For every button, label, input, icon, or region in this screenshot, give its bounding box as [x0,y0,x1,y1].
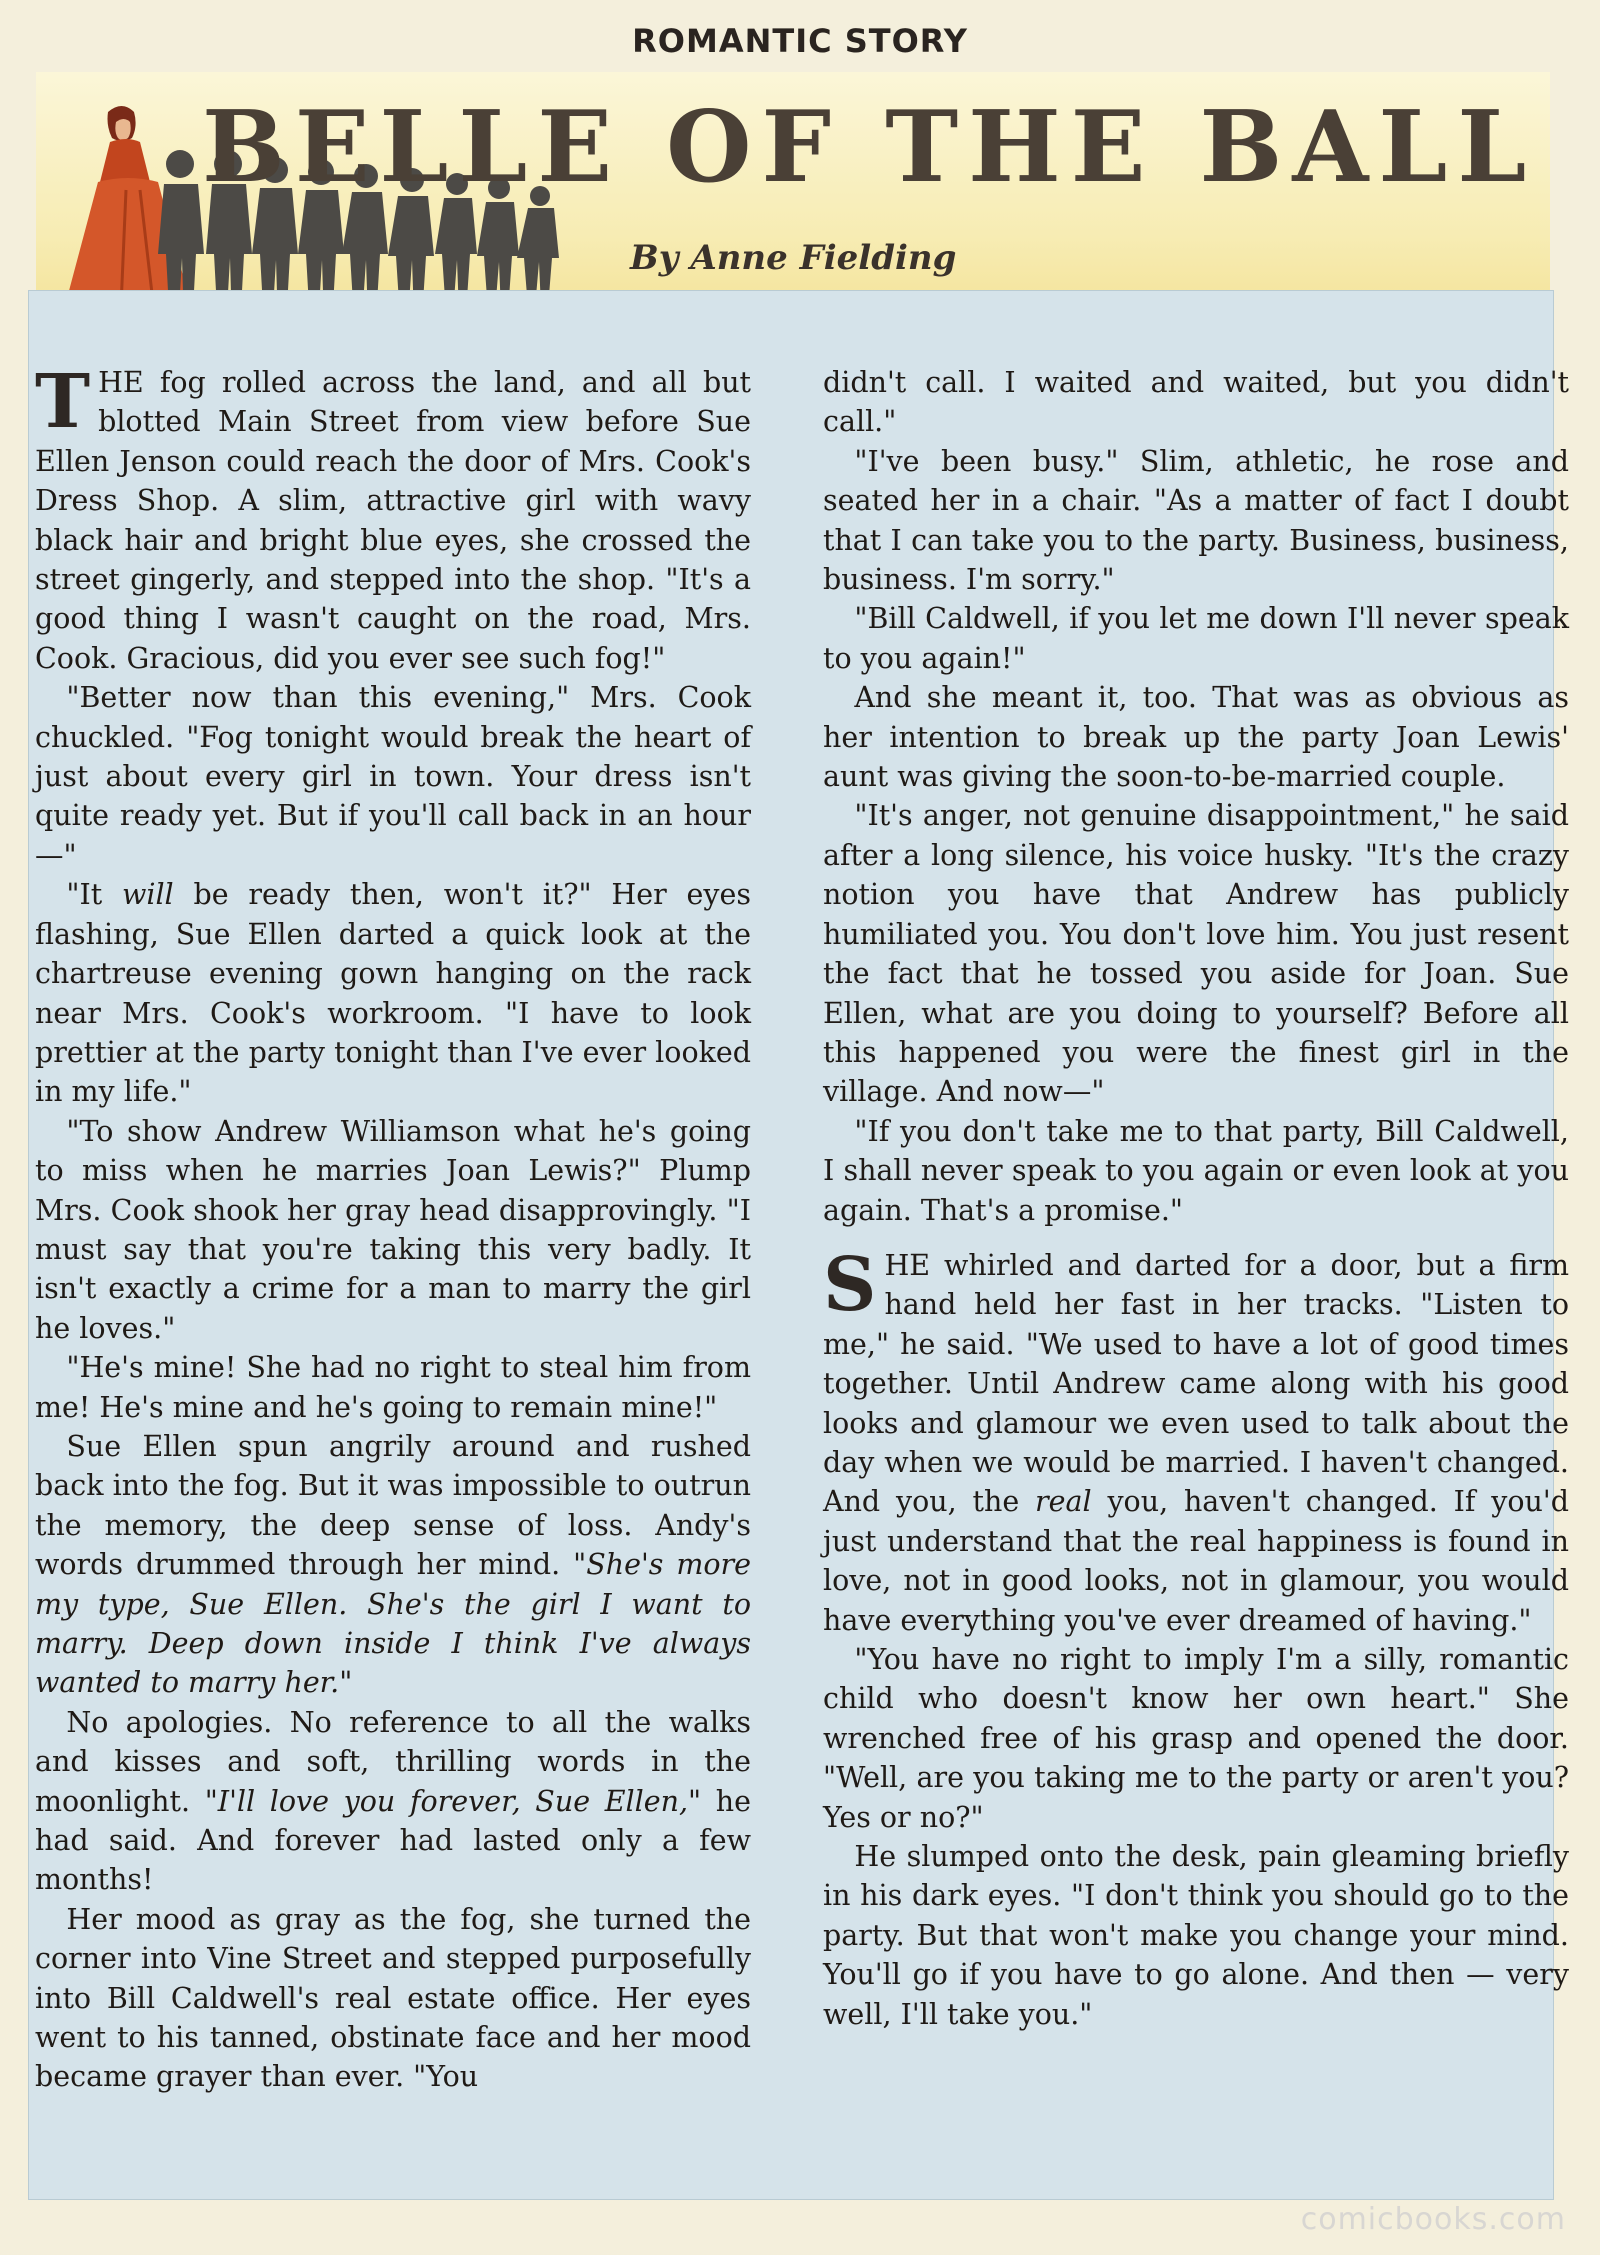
running-head: ROMANTIC STORY [632,22,968,60]
paragraph [35,1427,751,1703]
paragraph-text: No apologies. No reference to all the walks and kisses and soft, thrilling words in the moonlight. [35,1705,751,1818]
emphasis: "She's more my type, Sue Ellen. She's the girl I want to marry. Deep down inside I think I've always wanted to marry her." [35,1548,751,1700]
drop-cap: S [823,1241,877,1328]
paragraph-text: you, haven't changed. If you'd just understand that the real happiness is found in love, not in good looks, not in glamour, you would have everything you've ever dreamed of having." [823,1485,1569,1637]
paragraph [35,875,751,1111]
byline: By Anne Fielding [630,238,957,278]
watermark: comicbooks.com [1300,2202,1566,2237]
right-column [823,363,1569,2034]
paragraph: "Better now than this evening," Mrs. Cook chuckled. "Fog tonight would break the heart of just about every girl in town. Your dress isn't quite ready yet. But if you'll call back in an hour—" [35,681,751,872]
paragraph-text: be ready then, won't it?" Her eyes flashing, Sue Ellen darted a quick look at the chartreuse evening gown hanging on the rack near Mrs. Cook's workroom. "I have to look prettier at the party tonight than I've ever looked in my life." [35,878,751,1109]
paragraph: "It's anger, not genuine disappointment," he said after a long silence, his voice husky. "It's the crazy notion you have that Andrew has publicly humiliated you. You don't love him. You just resent the fact that he tossed you aside for Joan. Sue Ellen, what are you doing to yourself? Before all this happened you were the finest girl in the village. And now—" [823,799,1569,1109]
story-panel [28,290,1569,2200]
emphasis: will [121,878,174,912]
paragraph [823,1241,1569,1640]
paragraph: Her mood as gray as the fog, she turned the corner into Vine Street and stepped purposefully into Bill Caldwell's real estate office. Her eyes went to his tanned, obstinate face and her mood became grayer than ever. "You [35,1902,751,2094]
paragraph-text: HE whirled and darted for a door, but a firm hand held her fast in her tracks. "Listen to me," he said. "We used to have a lot of good times together. Until Andrew came along with his good looks and glamour we even used to talk about the day when we would be married. I haven't changed. And you, the [823,1248,1569,1519]
paragraph-text: HE fog rolled across the land, and all but blotted Main Street from view before Sue Ellen Jenson could reach the door of Mrs. Cook's Dress Shop. A slim, attractive girl with wavy black hair and bright blue eyes, she crossed the street gingerly, and stepped into the shop. "It's a good thing I wasn't caught on the road, Mrs. Cook. Gracious, did you ever see such fog!" [35,366,751,675]
paragraph: "Bill Caldwell, if you let me down I'll never speak to you again!" [823,602,1569,675]
paragraph: "You have no right to imply I'm a silly, romantic child who doesn't know her own heart." She wrenched free of his grasp and opened the door. "Well, are you taking me to the party or aren't you? Yes or no?" [823,1643,1569,1834]
paragraph-text: he had said. And forever had lasted only a few months! [35,1784,752,1897]
paragraph [35,359,751,678]
paragraph: "I've been busy." Slim, athletic, he rose and seated her in a chair. "As a matter of fact I doubt that I can take you to the party. Business, business, business. I'm sorry." [823,444,1569,597]
drop-cap: T [35,359,91,445]
paragraph-text: Sue Ellen spun angrily around and rushed back into the fog. But it was impossible to outrun the memory, the deep sense of loss. Andy's words drummed through her mind. [35,1429,751,1582]
paragraph [35,1703,751,1900]
paragraph: "He's mine! She had no right to steal him from me! He's mine and he's going to remain mine!" [35,1351,751,1424]
paragraph-text: "It [66,878,122,912]
emphasis: "I'll love you forever, Sue Ellen," [204,1784,702,1818]
story-title: BELLE OF THE BALL [202,90,1537,205]
left-column [35,359,752,2097]
paragraph: He slumped onto the desk, pain gleaming briefly in his dark eyes. "I don't think you should go to the party. But that won't make you change your mind. You'll go if you have to go alone. And then — very well, I'll take you." [823,1840,1569,2031]
paragraph: "If you don't take me to that party, Bill Caldwell, I shall never speak to you again or even look at you again. That's a promise." [823,1114,1569,1227]
paragraph: And she meant it, too. That was as obvious as her intention to break up the party Joan Lewis' aunt was giving the soon-to-be-married couple. [823,681,1569,794]
paragraph: "To show Andrew Williamson what he's going to miss when he marries Joan Lewis?" Plump Mrs. Cook shook her gray head disapprovingly. "I must say that you're taking this very badly. It isn't exactly a crime for a man to marry the girl he loves." [35,1114,751,1345]
emphasis: real [1035,1485,1092,1519]
paragraph: didn't call. I waited and waited, but you didn't call." [823,366,1569,439]
